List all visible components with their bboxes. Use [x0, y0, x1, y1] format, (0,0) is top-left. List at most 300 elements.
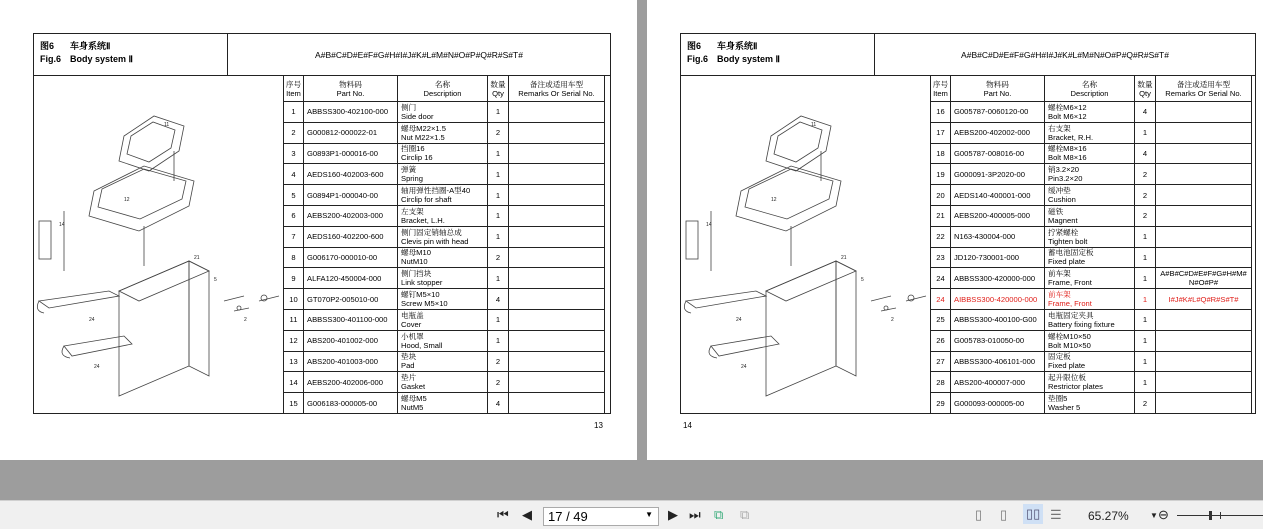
description-cell	[398, 102, 488, 123]
remarks-cell	[1156, 393, 1252, 414]
description-en: Circlip for shaft	[401, 195, 452, 205]
description-cell	[1045, 309, 1135, 330]
item-cell: 24	[931, 268, 951, 289]
page-frame	[680, 33, 1256, 414]
qty-cell: 1	[1135, 289, 1156, 310]
remarks-cell	[509, 393, 605, 414]
item-cell: 10	[284, 289, 304, 310]
part-number-cell: G006183-000005-00	[304, 393, 398, 414]
item-cell: 13	[284, 351, 304, 372]
description-cell	[1045, 122, 1135, 143]
description-cn: 侧门固定销轴总成	[401, 227, 462, 237]
svg-text:21: 21	[841, 255, 847, 261]
description-cn: 右支架	[1048, 123, 1071, 133]
svg-text:14: 14	[706, 222, 712, 228]
item-cell: 21	[931, 205, 951, 226]
description-en: Link stopper	[401, 278, 443, 288]
qty-cell: 1	[488, 309, 509, 330]
header-cn: 序号	[932, 79, 949, 89]
header-cn: 名称	[1081, 79, 1098, 89]
qty-cell: 2	[1135, 205, 1156, 226]
description-en: Magnent	[1048, 215, 1078, 225]
column-header-part	[304, 76, 398, 102]
remarks-cell	[509, 143, 605, 164]
table-row	[931, 330, 1252, 351]
table-row	[284, 102, 605, 123]
page-frame	[33, 33, 611, 414]
item-cell: 1	[284, 102, 304, 123]
pdf-toolbar	[0, 500, 1263, 529]
description-cell	[398, 205, 488, 226]
table-row	[931, 268, 1252, 289]
figure-number-en: Fig.6	[687, 54, 709, 64]
remarks-cell	[1156, 351, 1252, 372]
description-cell	[398, 164, 488, 185]
part-number-cell: GT070P2-005010-00	[304, 289, 398, 310]
description-cell	[1045, 226, 1135, 247]
part-number-cell: G005787-0060120-00	[951, 102, 1045, 123]
qty-cell: 2	[1135, 185, 1156, 206]
svg-text:24: 24	[89, 317, 95, 323]
description-cell	[1045, 164, 1135, 185]
qty-cell: 2	[1135, 164, 1156, 185]
description-en: Hood, Small	[401, 340, 443, 350]
figure-number-cn: 图6	[40, 41, 55, 51]
description-cell	[398, 143, 488, 164]
column-header-item	[284, 76, 304, 102]
table-row	[931, 122, 1252, 143]
description-cn: 缓冲垫	[1048, 186, 1071, 196]
header-en: Part No.	[336, 88, 365, 98]
description-cell	[1045, 289, 1135, 310]
description-en: Washer 5	[1048, 403, 1081, 413]
item-cell: 24	[931, 289, 951, 310]
item-cell: 20	[931, 185, 951, 206]
header-en: Qty	[492, 88, 504, 98]
table-header-row	[931, 76, 1252, 102]
column-header-desc	[398, 76, 488, 102]
column-header-item	[931, 76, 951, 102]
qty-cell: 1	[488, 330, 509, 351]
part-number-cell: G0894P1-000040-00	[304, 185, 398, 206]
svg-text:12: 12	[124, 197, 130, 203]
svg-text:11: 11	[811, 122, 817, 128]
description-cn: 螺母M5	[401, 394, 427, 404]
remarks-cell: I#J#K#L#Q#R#S#T#	[1156, 289, 1252, 310]
description-cn: 固定板	[1048, 352, 1071, 362]
qty-cell: 2	[1135, 393, 1156, 414]
page-number: 14	[683, 421, 692, 430]
description-cell	[398, 226, 488, 247]
remarks-cell	[1156, 164, 1252, 185]
svg-text:5: 5	[861, 277, 864, 283]
qty-cell: 4	[488, 393, 509, 414]
part-number-cell: AEDS140-400001-000	[951, 185, 1045, 206]
diagram-area	[681, 76, 930, 414]
remarks-cell	[1156, 226, 1252, 247]
description-en: Clevis pin with head	[401, 236, 469, 246]
part-number-cell: AEBS200-402002-000	[951, 122, 1045, 143]
remarks-cell	[509, 185, 605, 206]
part-number-cell: G005787-008016-00	[951, 143, 1045, 164]
description-cell	[1045, 351, 1135, 372]
remarks-cell	[1156, 205, 1252, 226]
table-row	[284, 164, 605, 185]
remarks-cell	[1156, 330, 1252, 351]
description-en: Pin3.2×20	[1048, 174, 1083, 184]
column-header-rem	[509, 76, 605, 102]
qty-cell: 1	[488, 102, 509, 123]
description-en: NutM10	[401, 257, 428, 267]
description-en: NutM5	[401, 403, 424, 413]
description-cell	[398, 247, 488, 268]
remarks-cell	[1156, 309, 1252, 330]
pdf-page-left	[0, 0, 637, 460]
first-page-icon[interactable]: ⏮	[497, 507, 509, 522]
next-view-icon[interactable]: ⧉	[740, 507, 750, 522]
table-row	[284, 185, 605, 206]
description-en: Fixed plate	[1048, 257, 1086, 267]
remarks-cell	[1156, 247, 1252, 268]
remarks-cell	[1156, 122, 1252, 143]
svg-text:14: 14	[59, 222, 65, 228]
description-cell	[1045, 393, 1135, 414]
qty-cell: 2	[488, 351, 509, 372]
table-row	[931, 185, 1252, 206]
part-number-cell: G0893P1-000016-00	[304, 143, 398, 164]
part-number-cell: ABBSS300-420000-000	[951, 268, 1045, 289]
description-cell	[398, 372, 488, 393]
description-cn: 蓄电池固定板	[1048, 248, 1094, 258]
single-page-icon[interactable]: ▯	[975, 507, 983, 522]
part-number-cell: AIBBSS300-420000-000	[951, 289, 1045, 310]
header-cn: 序号	[285, 79, 302, 89]
qty-cell: 1	[1135, 122, 1156, 143]
part-number-cell: AEDS160-402200-600	[304, 226, 398, 247]
table-row	[284, 372, 605, 393]
description-cn: 螺母M10	[401, 248, 431, 258]
table-row	[284, 226, 605, 247]
description-cn: 螺栓M8×16	[1048, 144, 1087, 154]
description-en: Frame, Front	[1048, 299, 1092, 309]
zoom-dropdown-icon[interactable]: ▼	[1150, 511, 1158, 520]
qty-cell: 1	[1135, 372, 1156, 393]
description-en: Gasket	[401, 382, 426, 392]
part-number-cell: ABS200-400007-000	[951, 372, 1045, 393]
header-en: Item	[933, 88, 948, 98]
item-cell: 8	[284, 247, 304, 268]
svg-text:2: 2	[244, 317, 247, 323]
description-cell	[1045, 205, 1135, 226]
remarks-cell	[1156, 143, 1252, 164]
pdf-page-right	[647, 0, 1263, 460]
remarks-cell	[509, 247, 605, 268]
part-number-cell: ABBSS300-406101-000	[951, 351, 1045, 372]
header-en: Description	[1070, 88, 1109, 98]
page-number: 13	[594, 421, 603, 430]
description-cn: 起升限位板	[1048, 373, 1086, 383]
table-row	[931, 309, 1252, 330]
description-cn: 左支架	[401, 206, 424, 216]
header-en: Qty	[1139, 88, 1151, 98]
zoom-out-icon[interactable]: ⊖	[1158, 507, 1169, 522]
description-cell	[1045, 268, 1135, 289]
qty-cell: 1	[1135, 268, 1156, 289]
item-cell: 27	[931, 351, 951, 372]
next-page-icon[interactable]: ▶	[668, 507, 678, 522]
svg-text:24: 24	[741, 364, 747, 370]
header-cn: 物料码	[339, 79, 362, 89]
description-cell	[398, 289, 488, 310]
part-number-cell: AEDS160-402003-600	[304, 164, 398, 185]
two-page-icon[interactable]: ▯▯	[1023, 504, 1043, 524]
qty-cell: 2	[488, 122, 509, 143]
zoom-slider-thumb[interactable]	[1209, 511, 1212, 520]
description-en: Fixed plate	[1048, 361, 1086, 371]
description-en: Side door	[401, 111, 434, 121]
description-en: Battery fixing fixture	[1048, 319, 1115, 329]
item-cell: 12	[284, 330, 304, 351]
figure-number-cn: 图6	[687, 41, 702, 51]
header-en: Item	[286, 88, 301, 98]
description-en: Cushion	[1048, 195, 1076, 205]
description-en: Restrictor plates	[1048, 382, 1103, 392]
qty-cell: 1	[488, 205, 509, 226]
parts-table	[283, 75, 605, 414]
header-cn: 物料码	[986, 79, 1009, 89]
qty-cell: 2	[488, 372, 509, 393]
description-en: Bracket, L.H.	[401, 215, 445, 225]
remarks-cell: A#B#C#D#E#F#G#H#M# N#O#P#	[1156, 268, 1252, 289]
item-cell: 16	[931, 102, 951, 123]
description-cn: 螺母M22×1.5	[401, 123, 446, 133]
description-en: Bolt M8×16	[1048, 153, 1087, 163]
previous-view-icon[interactable]: ⧉	[714, 507, 724, 522]
item-cell: 18	[931, 143, 951, 164]
svg-text:11: 11	[164, 122, 170, 128]
qty-cell: 1	[1135, 226, 1156, 247]
qty-cell: 1	[488, 226, 509, 247]
zoom-level[interactable]: 65.27%	[1088, 509, 1129, 523]
page-number-input[interactable]	[543, 507, 659, 526]
header-en: Remarks Or Serial No.	[1165, 88, 1242, 98]
description-cn: 垫片	[401, 373, 417, 383]
table-row	[284, 205, 605, 226]
table-row	[284, 351, 605, 372]
header-en: Remarks Or Serial No.	[518, 88, 595, 98]
item-cell: 7	[284, 226, 304, 247]
last-page-icon[interactable]: ⏭	[689, 507, 701, 522]
description-en: Screw M5×10	[401, 299, 448, 309]
table-row	[931, 289, 1252, 310]
applicable-models: A#B#C#D#E#F#G#H#I#J#K#L#M#N#O#P#Q#R#S#T#	[315, 49, 523, 60]
svg-text:5: 5	[214, 277, 217, 283]
header-cn: 数量	[1137, 79, 1153, 89]
column-header-qty	[1135, 76, 1156, 102]
qty-cell: 4	[1135, 143, 1156, 164]
description-cell	[398, 330, 488, 351]
figure-title	[681, 34, 875, 75]
two-page-continuous-icon[interactable]: ☰	[1050, 507, 1062, 522]
description-cell	[398, 309, 488, 330]
description-cell	[1045, 185, 1135, 206]
remarks-cell	[509, 351, 605, 372]
item-cell: 19	[931, 164, 951, 185]
figure-title-en: Body system Ⅱ	[70, 54, 133, 64]
table-row	[931, 393, 1252, 414]
column-header-desc	[1045, 76, 1135, 102]
exploded-diagram	[681, 76, 930, 414]
table-row	[284, 330, 605, 351]
qty-cell: 1	[488, 268, 509, 289]
previous-page-icon[interactable]: ◀	[522, 507, 532, 522]
table-row	[931, 372, 1252, 393]
item-cell: 15	[284, 393, 304, 414]
item-cell: 6	[284, 205, 304, 226]
part-number-cell: N163-430004-000	[951, 226, 1045, 247]
figure-number-en: Fig.6	[40, 54, 62, 64]
description-cn: 小机罩	[401, 331, 424, 341]
part-number-cell: JD120-730001-000	[951, 247, 1045, 268]
qty-cell: 1	[488, 164, 509, 185]
remarks-cell	[509, 122, 605, 143]
item-cell: 14	[284, 372, 304, 393]
header-cn: 名称	[434, 79, 451, 89]
description-cn: 拧紧螺栓	[1048, 227, 1079, 237]
qty-cell: 1	[1135, 309, 1156, 330]
part-number-cell: G000091-3P2020-00	[951, 164, 1045, 185]
remarks-cell	[1156, 185, 1252, 206]
description-cn: 弹簧	[401, 165, 417, 175]
column-header-rem	[1156, 76, 1252, 102]
table-row	[284, 143, 605, 164]
column-header-qty	[488, 76, 509, 102]
description-cn: 轴用弹性挡圈-A型40	[401, 186, 471, 196]
qty-cell: 1	[1135, 247, 1156, 268]
remarks-cell	[1156, 102, 1252, 123]
item-cell: 5	[284, 185, 304, 206]
description-cn: 销3.2×20	[1048, 165, 1080, 175]
remarks-cell	[509, 226, 605, 247]
table-row	[931, 164, 1252, 185]
table-row	[931, 143, 1252, 164]
part-number-cell: G005783-010050-00	[951, 330, 1045, 351]
table-row	[284, 393, 605, 414]
zoom-slider[interactable]	[1177, 515, 1263, 516]
description-en: Circlip 16	[401, 153, 433, 163]
column-header-part	[951, 76, 1045, 102]
item-cell: 23	[931, 247, 951, 268]
header-cn: 数量	[490, 79, 506, 89]
svg-text:21: 21	[194, 255, 200, 261]
description-cn: 前车架	[1048, 269, 1071, 279]
item-cell: 2	[284, 122, 304, 143]
figure-title-en: Body system Ⅱ	[717, 54, 780, 64]
qty-cell: 2	[488, 247, 509, 268]
header-cn: 备注或适用车型	[1176, 79, 1231, 89]
svg-text:24: 24	[736, 317, 742, 323]
remarks-cell	[509, 164, 605, 185]
part-number-cell: G006170-000010-00	[304, 247, 398, 268]
figure-header	[681, 34, 1255, 76]
svg-text:12: 12	[771, 197, 777, 203]
diagram-area	[34, 76, 283, 414]
part-number-cell: G000093-000005-00	[951, 393, 1045, 414]
table-row	[931, 351, 1252, 372]
description-cell	[1045, 330, 1135, 351]
description-cell	[1045, 102, 1135, 123]
remarks-cell	[509, 102, 605, 123]
part-number-cell: AEBS200-400005-000	[951, 205, 1045, 226]
description-cn: 电瓶固定夹具	[1048, 310, 1094, 320]
header-cn: 备注或适用车型	[529, 79, 584, 89]
item-cell: 9	[284, 268, 304, 289]
table-row	[284, 247, 605, 268]
item-cell: 3	[284, 143, 304, 164]
remarks-cell	[1156, 372, 1252, 393]
description-en: Cover	[401, 319, 422, 329]
table-row	[931, 205, 1252, 226]
description-cn: 侧门挡块	[401, 269, 432, 279]
description-cn: 前车架	[1048, 290, 1071, 300]
description-cn: 垫块	[401, 352, 417, 362]
description-en: Frame, Front	[1048, 278, 1092, 288]
part-number-cell: ABS200-401003-000	[304, 351, 398, 372]
description-cn: 螺栓M6×12	[1048, 102, 1087, 112]
description-cn: 螺栓M10×50	[1048, 331, 1091, 341]
description-en: Pad	[401, 361, 415, 371]
table-row	[284, 122, 605, 143]
item-cell: 11	[284, 309, 304, 330]
description-cell	[398, 393, 488, 414]
item-cell: 26	[931, 330, 951, 351]
qty-cell: 4	[488, 289, 509, 310]
description-cell	[1045, 247, 1135, 268]
qty-cell: 1	[488, 185, 509, 206]
figure-title	[34, 34, 228, 75]
applicable-models: A#B#C#D#E#F#G#H#I#J#K#L#M#N#O#P#Q#R#S#T#	[961, 49, 1169, 60]
remarks-cell	[509, 289, 605, 310]
item-cell: 17	[931, 122, 951, 143]
item-cell: 29	[931, 393, 951, 414]
part-number-cell: ABBSS300-401100-000	[304, 309, 398, 330]
part-number-cell: ABBSS300-400100-G00	[951, 309, 1045, 330]
figure-title-cn: 车身系统Ⅱ	[717, 41, 758, 51]
part-number-cell: ALFA120-450004-000	[304, 268, 398, 289]
item-cell: 4	[284, 164, 304, 185]
description-cn: 垫圈5	[1048, 394, 1068, 404]
header-en: Description	[423, 88, 462, 98]
chevron-down-icon[interactable]: ▼	[645, 510, 653, 519]
remarks-cell	[509, 372, 605, 393]
description-en: Nut M22×1.5	[401, 132, 445, 142]
item-cell: 28	[931, 372, 951, 393]
item-cell: 22	[931, 226, 951, 247]
description-cn: 侧门	[401, 102, 417, 112]
description-cn: 磁铁	[1048, 206, 1064, 216]
table-row	[931, 226, 1252, 247]
continuous-page-icon[interactable]: ▯	[1000, 507, 1008, 522]
description-cell	[398, 351, 488, 372]
description-cell	[1045, 143, 1135, 164]
description-en: Spring	[401, 174, 423, 184]
description-en: Bracket, R.H.	[1048, 132, 1094, 142]
table-header-row	[284, 76, 605, 102]
part-number-cell: AEBS200-402006-000	[304, 372, 398, 393]
qty-cell: 1	[488, 143, 509, 164]
table-row	[284, 309, 605, 330]
description-en: Tighten bolt	[1048, 236, 1088, 246]
